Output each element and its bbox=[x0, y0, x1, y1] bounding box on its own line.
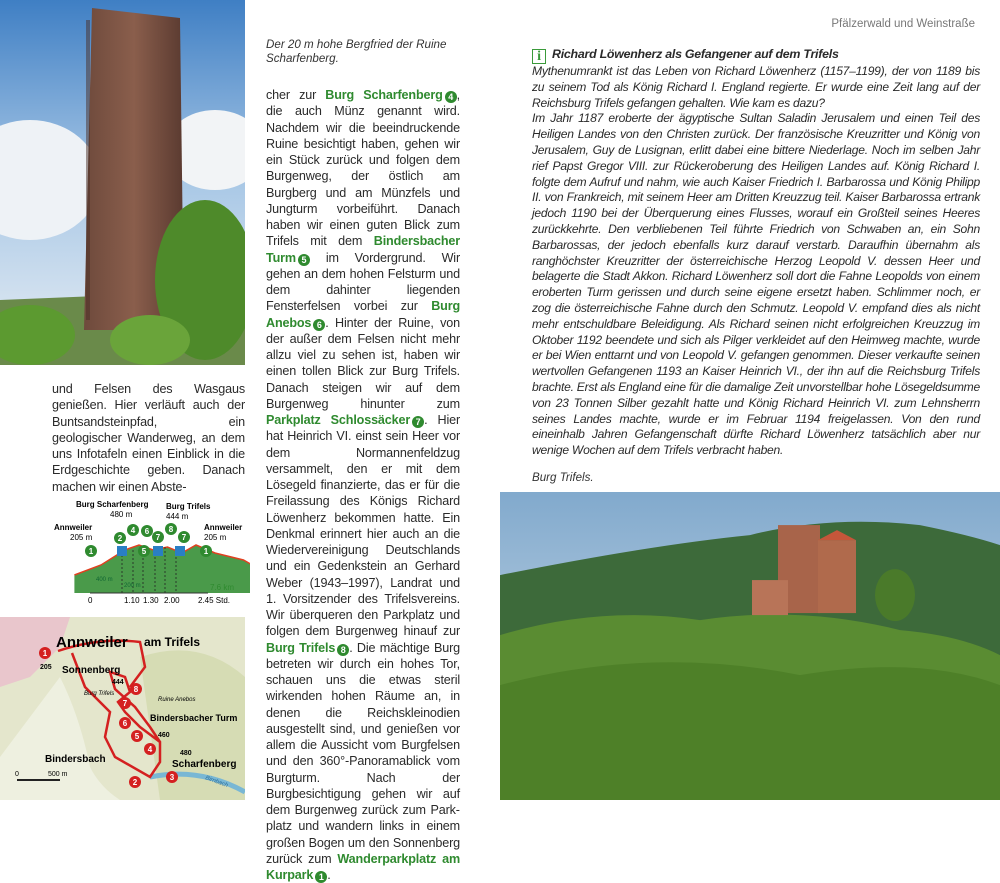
profile-elev-start: 205 m bbox=[70, 533, 93, 542]
profile-marker-label: 5 bbox=[141, 547, 147, 556]
profile-time-3: 2.00 bbox=[164, 596, 180, 605]
profile-marker-label: 8 bbox=[168, 525, 174, 534]
photo-scharfenberg-tower bbox=[0, 0, 245, 365]
elevation-profile bbox=[40, 495, 250, 610]
waypoint-marker: 5 bbox=[298, 254, 310, 266]
profile-marker-label: 1 bbox=[203, 547, 209, 556]
map-waypoint-marker-label: 7 bbox=[122, 699, 128, 708]
tower-caption: Der 20 m hohe Bergfried der Ruine Scharfenberg. bbox=[266, 38, 447, 65]
profile-label-scharfenberg: Burg Scharfenberg bbox=[76, 500, 149, 509]
map-waypoint-marker-label: 1 bbox=[42, 649, 48, 658]
waypoint-link: Bindersbacher Turm bbox=[266, 234, 460, 265]
body-text: cher zur bbox=[266, 88, 326, 102]
route-map[interactable] bbox=[0, 617, 245, 800]
profile-time-0: 0 bbox=[88, 596, 93, 605]
profile-elev-scharfenberg: 480 m bbox=[110, 510, 133, 519]
map-label-scharfenberg: Scharfenberg bbox=[172, 759, 237, 770]
info-box bbox=[532, 47, 980, 459]
map-waypoint-marker-label: 3 bbox=[169, 773, 175, 782]
parking-icon bbox=[175, 546, 185, 556]
map-waypoint-marker-label: 2 bbox=[132, 778, 138, 787]
right-column bbox=[532, 47, 980, 800]
trifels-caption: Burg Trifels. bbox=[532, 470, 594, 484]
body-text: . Hier hat Heinrich VI. einst sein Heer vor dem Normannenfeldzug versammelt, den er mit dem Lösegeld finanzierte, das er für die Freilassung des Königs Richard Löwenherz bekommen hatte. Ein Denkmal erinnert hier auch an die Wiedervereinigung Deutschlands und ein Gedenkstein an Gerhard Weber (1943–1997), Landrat und 1. Vorsitzender des Trifelsvereins. Wir überqueren den Parkplatz und folgen dem Burgenweg hinauf zur bbox=[266, 413, 460, 639]
profile-grid-200: 200 m bbox=[124, 583, 141, 589]
profile-elev-trifels: 444 m bbox=[166, 512, 189, 521]
col2-text bbox=[266, 87, 460, 883]
info-paragraph-1: Mythenumrankt ist das Leben von Richard Löwenherz (1157–1199), der von 1189 bis zu seinem Tod als König Richard I. England regierte. Er wurde eine Zeit lang auf der Reichsburg Trifels gefangen gehalten. Wie kam es dazu? bbox=[532, 64, 980, 110]
map-label-bindersbacher: Bindersbacher Turm bbox=[150, 713, 238, 723]
info-title: Richard Löwenherz als Gefangener auf dem Trifels bbox=[552, 47, 839, 61]
col1-text: und Felsen des Wasgaus genießen. Hier verläuft auch der Buntsandsteinpfad, ein geologischer Wanderweg, an dem uns Infotafeln einen Einblick in die Erdgeschichte geben. Danach machen wir einen Abste- bbox=[52, 382, 245, 494]
waypoint-link: Burg Anebos bbox=[266, 299, 460, 330]
profile-grid-400: 400 m bbox=[96, 577, 113, 583]
map-waypoint-marker-label: 6 bbox=[122, 719, 128, 728]
profile-marker-label: 1 bbox=[88, 547, 94, 556]
profile-marker-label: 4 bbox=[130, 526, 136, 535]
map-label-birnbach: Birnbach bbox=[204, 775, 229, 789]
profile-time-1: 1.10 bbox=[124, 596, 140, 605]
waypoint-link: Burg Trifels bbox=[266, 640, 336, 655]
profile-time-4: 2.45 Std. bbox=[198, 596, 231, 605]
waypoint-link: Burg Scharfenberg bbox=[325, 88, 443, 102]
profile-label-start: Annweiler bbox=[54, 523, 93, 532]
body-text: . Hinter der Ruine, von der außer dem Felsen nicht mehr allzu viel zu sehen ist, haben wir einen tollen Blick zur Burg Trifels. Danach steigen wir auf dem Burgenweg hinunter zum bbox=[266, 315, 460, 411]
map-waypoint-marker-label: 4 bbox=[147, 745, 153, 754]
map-height-480: 480 bbox=[180, 750, 192, 757]
profile-marker-label: 7 bbox=[155, 533, 161, 542]
profile-label-end: Annweiler bbox=[204, 523, 243, 532]
map-waypoint-marker-label: 5 bbox=[134, 732, 140, 741]
body-text: . bbox=[327, 868, 331, 882]
photo-burg-trifels bbox=[500, 492, 1000, 800]
map-height-205: 205 bbox=[40, 664, 52, 671]
map-label-sonnenberg: Sonnenberg bbox=[62, 665, 121, 676]
map-label-trifels: Burg Trifels bbox=[84, 691, 115, 697]
profile-distance: 7.6 km bbox=[210, 583, 235, 592]
map-scale-0: 0 bbox=[15, 771, 19, 778]
map-title-small: am Trifels bbox=[144, 635, 201, 649]
running-head: Pfälzerwald und Weinstraße bbox=[831, 18, 975, 30]
map-scale-500: 500 m bbox=[48, 771, 68, 778]
profile-marker-label: 2 bbox=[117, 534, 123, 543]
map-waypoint-marker-label: 8 bbox=[133, 685, 139, 694]
map-title-big: Annweiler bbox=[56, 634, 128, 651]
waypoint-link: Parkplatz Schlossäcker bbox=[266, 413, 411, 427]
map-height-444: 444 bbox=[112, 679, 124, 686]
map-label-bindersbach: Bindersbach bbox=[45, 754, 106, 765]
info-paragraph-2: Im Jahr 1187 eroberte der ägyptische Sultan Saladin Jerusalem und einen Teil des Heiligen Landes von den Christen zurück. Der französische Kreuzritter und König von Jerusalem, Guy de Lusignan, erlitt dabei eine bittere Niederlage. Noch im selben Jahr rief Papst Gregor VIII. zur Rückeroberung des Heiligen Landes auf. König Richard I. folgte dem Aufruf und nahm, wie auch Kaiser Friedrich I. Barbarossa und König Philipp II. von Frankreich, mit seinem Heer am Dritten Kreuzzug teil. Kaiser Barbarossa ertrank jedoch 1190 bei der Überquerung eines Flusses, worauf ein Großteil seines Heeres zurückkehrte. Den verbliebenen Teil führte Friedrich von Schwaben an, ein Sohn Barbarossas, der jedoch ebenfalls kurz darauf verstarb. Daraufhin übernahm als ranghöchster Kreuzritter der österreichische Herzog Leopold V. dessen Heer und belagerte die Stadt Akkon. Richard Löwenherz soll dort die Fahne Leopolds von einem eroberten Turm gerissen und durch seine eigene ersetzt haben. Schlimmer noch, er zog die österreichische Fahne durch den Schmutz. Leopold V. empfand dies als nicht mehr entschuldbare Beleidigung. Als Richard seinen nicht erfolgreichen Kreuzzug im Oktober 1192 beendete und sich als Pilger verkleidet auf den Heimweg machte, wurde er bei Wien enttarnt und von Leopold V. gefangen genommen. Dieser verkaufte seinen wertvollen Gefangenen 1193 an Kaiser Heinrich VI., der ihn auf die Reichsburg Trifels brachte. Erst als England eine für die damalige Zeit unvorstellbar hohe Lösegeldsumme von 23 Tonnen Silber gezahlt hatte und König Richard Heinrich VI. zum Lehnsherrn seines Landes machte, wurde er im Februar 1194 freigelassen. Von den rund eineinhalb Jahren Gefangenschaft dürfte Richard Löwenherz tatsächlich aber nur wenige Wochen auf dem Trifels verbracht haben. bbox=[532, 111, 980, 458]
body-text: im Vordergrund. Wir gehen an dem hohen Felsturm und dem dahinter liegenden Fensterfelsen vorbei zur bbox=[266, 250, 460, 314]
parking-icon bbox=[117, 546, 127, 556]
waypoint-marker: 4 bbox=[445, 91, 457, 103]
map-label-anebos: Ruine Anebos bbox=[158, 697, 196, 703]
info-icon: i bbox=[532, 49, 546, 64]
profile-marker-label: 6 bbox=[144, 527, 150, 536]
waypoint-marker: 7 bbox=[412, 416, 424, 428]
profile-time-2: 1.30 bbox=[143, 596, 159, 605]
waypoint-marker: 6 bbox=[313, 319, 325, 331]
body-text: . Die mächtige Burg betreten wir durch ein hohes Tor, schauen uns die etwas steril wirkenden hohen Räume an, in denen die Reichskleinodien ausgestellt sind, und genießen vor allem die Aussicht vom Burgfelsen und den 360°-Panoramablick vom Burgturm. Nach der Burgbesichtigung gehen wir auf dem Burgenweg zurück zum Parkplatz und wandern links in einem großen Bogen um den Sonnenberg zurück zum bbox=[266, 640, 460, 866]
waypoint-link: Wanderparkplatz am Kurpark bbox=[266, 851, 460, 882]
body-text: , die auch Münz genannt wird. Nachdem wir die beeindruckende Ruine besichtigt haben, gehen wir ein Stück zurück und folgen dem Burgenweg, der östlich am Burgberg und am Münzfels und Jungturm vorbeiführt. Danach haben wir einen guten Blick zum Trifels mit dem bbox=[266, 88, 460, 249]
waypoint-marker: 1 bbox=[315, 871, 327, 883]
waypoint-marker: 8 bbox=[337, 644, 349, 656]
profile-marker-label: 7 bbox=[181, 533, 187, 542]
profile-elev-end: 205 m bbox=[204, 533, 227, 542]
map-height-460: 460 bbox=[158, 732, 170, 739]
profile-label-trifels: Burg Trifels bbox=[166, 502, 211, 511]
parking-icon bbox=[153, 546, 163, 556]
